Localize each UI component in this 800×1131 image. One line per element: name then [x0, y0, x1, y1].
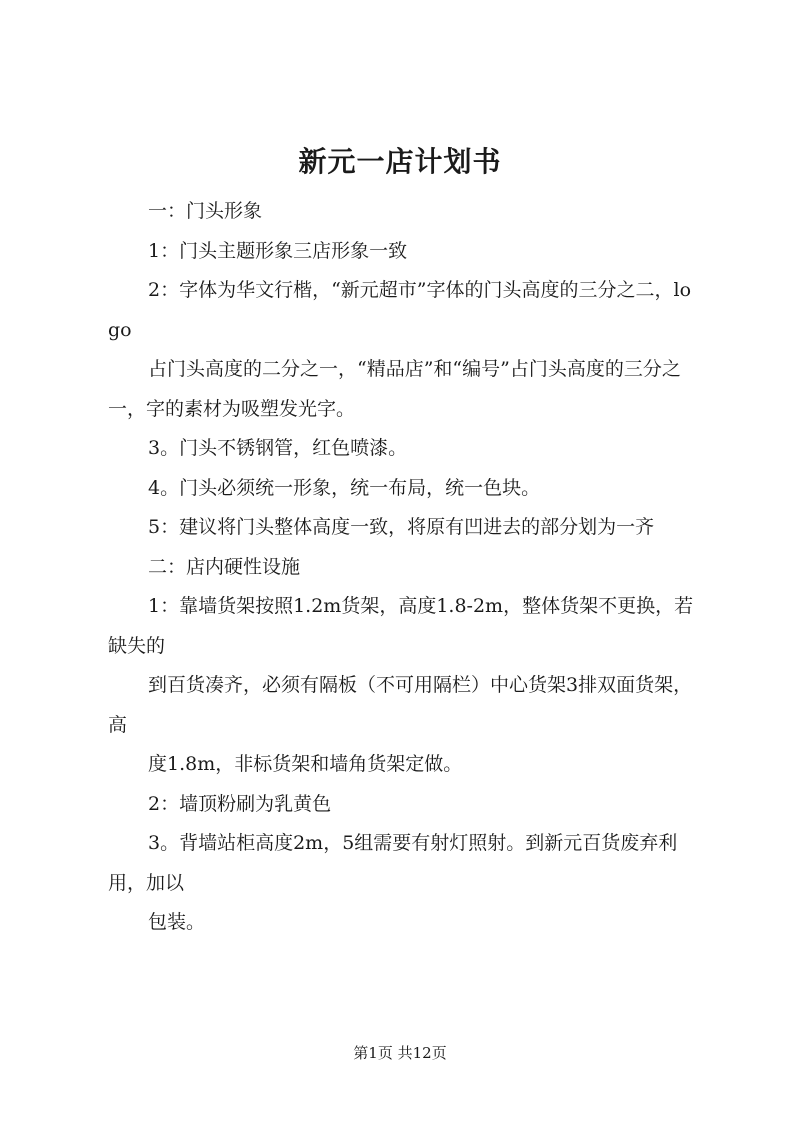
document-body [108, 192, 702, 943]
paragraph: 3。门头不锈钢管，红色喷漆。 [148, 437, 408, 459]
paragraph: 4。门头必须统一形象，统一布局，统一色块。 [148, 476, 541, 499]
paragraph: 度1.8m，非标货架和墙角货架定做。 [148, 753, 463, 775]
paragraph: 3。背墙站柜高度2m，5组需要有射灯照射。到新元百货废弃利用，加以 [108, 832, 678, 894]
paragraph: 5：建议将门头整体高度一致，将原有凹进去的部分划为一齐 [148, 516, 655, 538]
paragraph: 占门头高度的二分之一，“精品店”和“编号”占门头高度的三分之一，字的素材为吸塑发光字。 [108, 358, 681, 420]
paragraph: 2：字体为华文行楷，“新元超市”字体的门头高度的三分之二，logo [108, 279, 692, 341]
document-title: 新元一店计划书 [298, 145, 502, 178]
paragraph: 1：门头主题形象三店形象一致 [148, 239, 408, 262]
section-heading-storefront: 一：门头形象 [148, 200, 263, 222]
paragraph: 1：靠墙货架按照1.2m货架，高度1.8-2m，整体货架不更换，若缺失的 [108, 595, 694, 657]
section-heading-facilities: 二：店内硬性设施 [148, 555, 301, 578]
page-number-footer: 第1页 共12页 [353, 1044, 447, 1062]
paragraph: 包装。 [148, 911, 206, 933]
paragraph: 2：墙顶粉刷为乳黄色 [148, 792, 332, 815]
paragraph: 到百货凑齐，必须有隔板（不可用隔栏）中心货架3排双面货架，高 [108, 674, 693, 736]
